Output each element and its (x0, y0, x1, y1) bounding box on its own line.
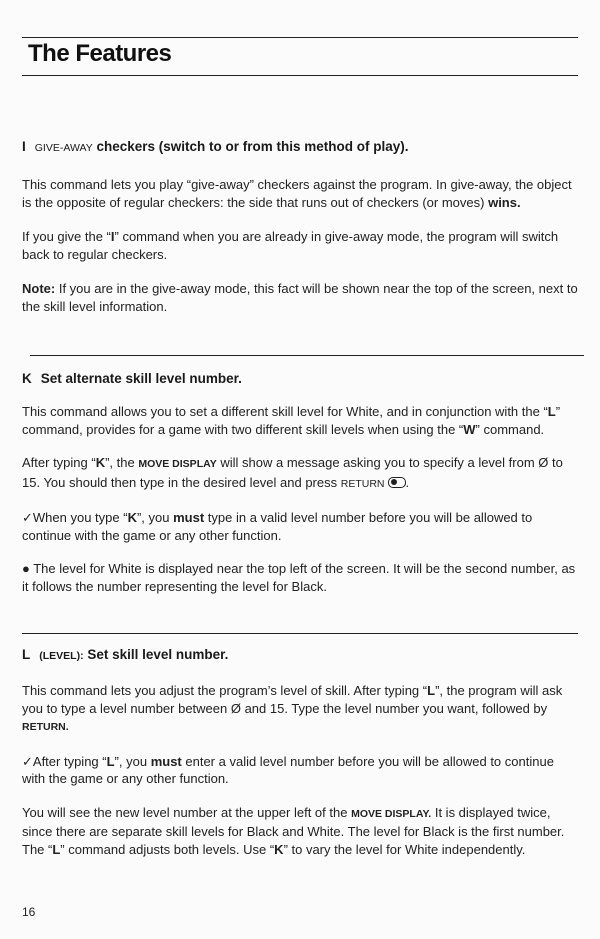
section-l (22, 646, 578, 858)
section-i-note (22, 280, 578, 315)
section-i-heading-text: checkers (switch to or from this method of play). (96, 139, 409, 154)
text-run: ”, the program will ask you to type a level number between Ø and 15. Type the level number you want, followed by (22, 683, 563, 716)
text-run: This command lets you play “give-away” checkers against the program. In give-away, the object is the opposite of regular checkers: the side that runs out of checkers (or moves) (22, 177, 572, 210)
section-l-letter: L (22, 647, 31, 662)
section-l-heading-smallcaps: (LEVEL): (39, 650, 84, 662)
text-run: enter a valid level number before you will be allowed to continue with the game or any other function. (22, 753, 554, 786)
section-l-para-1 (22, 682, 578, 737)
note-label: Note: (22, 281, 56, 296)
command-key: L (427, 683, 436, 698)
emphasis: must (173, 510, 205, 525)
emphasis: must (150, 753, 182, 769)
section-k-heading-text: Set alternate skill level number. (40, 371, 242, 386)
text-run: After typing “ (22, 455, 96, 470)
title-top-rule (22, 37, 578, 38)
section-i (22, 138, 578, 315)
emphasis: wins. (488, 194, 521, 210)
section-i-para-1 (22, 176, 578, 211)
section-k-para-4 (22, 560, 578, 595)
section-i-para-2 (22, 228, 578, 263)
text-run: ”, you (114, 753, 148, 769)
text-run: If you give the “ (22, 229, 111, 244)
title-bottom-rule (22, 75, 578, 76)
text-run: ” command. (475, 421, 545, 437)
text-run: ” to vary the level for White independently. (283, 841, 526, 857)
text-run: ” command adjusts both levels. Use “ (60, 841, 275, 857)
section-k-letter: K (22, 371, 32, 386)
text-run: ” command, provides for a game with two different skill levels when using the “ (22, 404, 561, 437)
section-k (22, 370, 578, 595)
note-text: If you are in the give-away mode, this fact will be shown near the top of the screen, next to the skill level information. (22, 281, 578, 314)
section-k-heading (22, 370, 578, 387)
text-run: ● The level for White is displayed near the top left of the screen. It will be the second number, as it follows the number representing the level for Black. (22, 561, 576, 594)
text-run: will show a message asking you to specify a level from Ø to 15. You should then type in the desired level and press (22, 455, 563, 490)
section-i-heading (22, 138, 578, 157)
section-l-heading (22, 646, 578, 665)
text-run: ✓When you type “ (22, 510, 128, 525)
section-l-para-2 (22, 753, 578, 788)
section-k-para-2: After typing “K”, the MOVE DISPLAY will show a message asking you to specify a level from Ø to 15. You should then type in the desired level and press RETURN . (22, 455, 563, 490)
move-display-label: MOVE DISPLAY. (351, 807, 432, 820)
section-divider (30, 355, 584, 356)
command-key: L (106, 753, 115, 769)
section-i-letter: I (22, 139, 26, 154)
section-k-para-1 (22, 403, 578, 438)
text-run: This command lets you adjust the program’s level of skill. After typing “ (22, 683, 428, 698)
command-key: K (127, 510, 137, 525)
return-key-label: RETURN. (22, 721, 69, 733)
text-run: This command allows you to set a different skill level for White, and in conjunction with the “ (22, 404, 548, 419)
return-key-icon (388, 477, 406, 488)
section-l-heading-text: Set skill level number. (87, 647, 229, 662)
text-run: ✓After typing “ (22, 753, 107, 769)
page-number: 16 (22, 905, 36, 919)
section-divider (22, 633, 578, 634)
text-run: You will see the new level number at the upper left of the (22, 804, 348, 820)
command-key: W (463, 421, 476, 437)
text-run: ” command when you are already in give-away mode, the program will switch back to regular checkers. (22, 229, 559, 262)
section-k-para-3 (22, 509, 578, 544)
return-key-label: RETURN (340, 477, 385, 490)
text-run: ”, the (105, 455, 135, 470)
text-run: ”, you (136, 510, 170, 525)
text-run: It is displayed twice, since there are separate skill levels for Black and White. The level for Black is the first number. The “ (22, 804, 565, 857)
command-key: L (547, 404, 556, 419)
command-key: L (52, 841, 61, 857)
page-title: The Features (28, 40, 172, 67)
section-i-heading-smallcaps: GIVE-AWAY (34, 142, 93, 154)
move-display-label: MOVE DISPLAY (138, 458, 217, 470)
command-key: I (110, 229, 115, 244)
command-key: K (274, 841, 284, 857)
section-l-para-3 (22, 804, 578, 859)
text-run: type in a valid level number before you will be allowed to continue with the game or any other function. (22, 510, 533, 543)
command-key: K (95, 455, 106, 470)
